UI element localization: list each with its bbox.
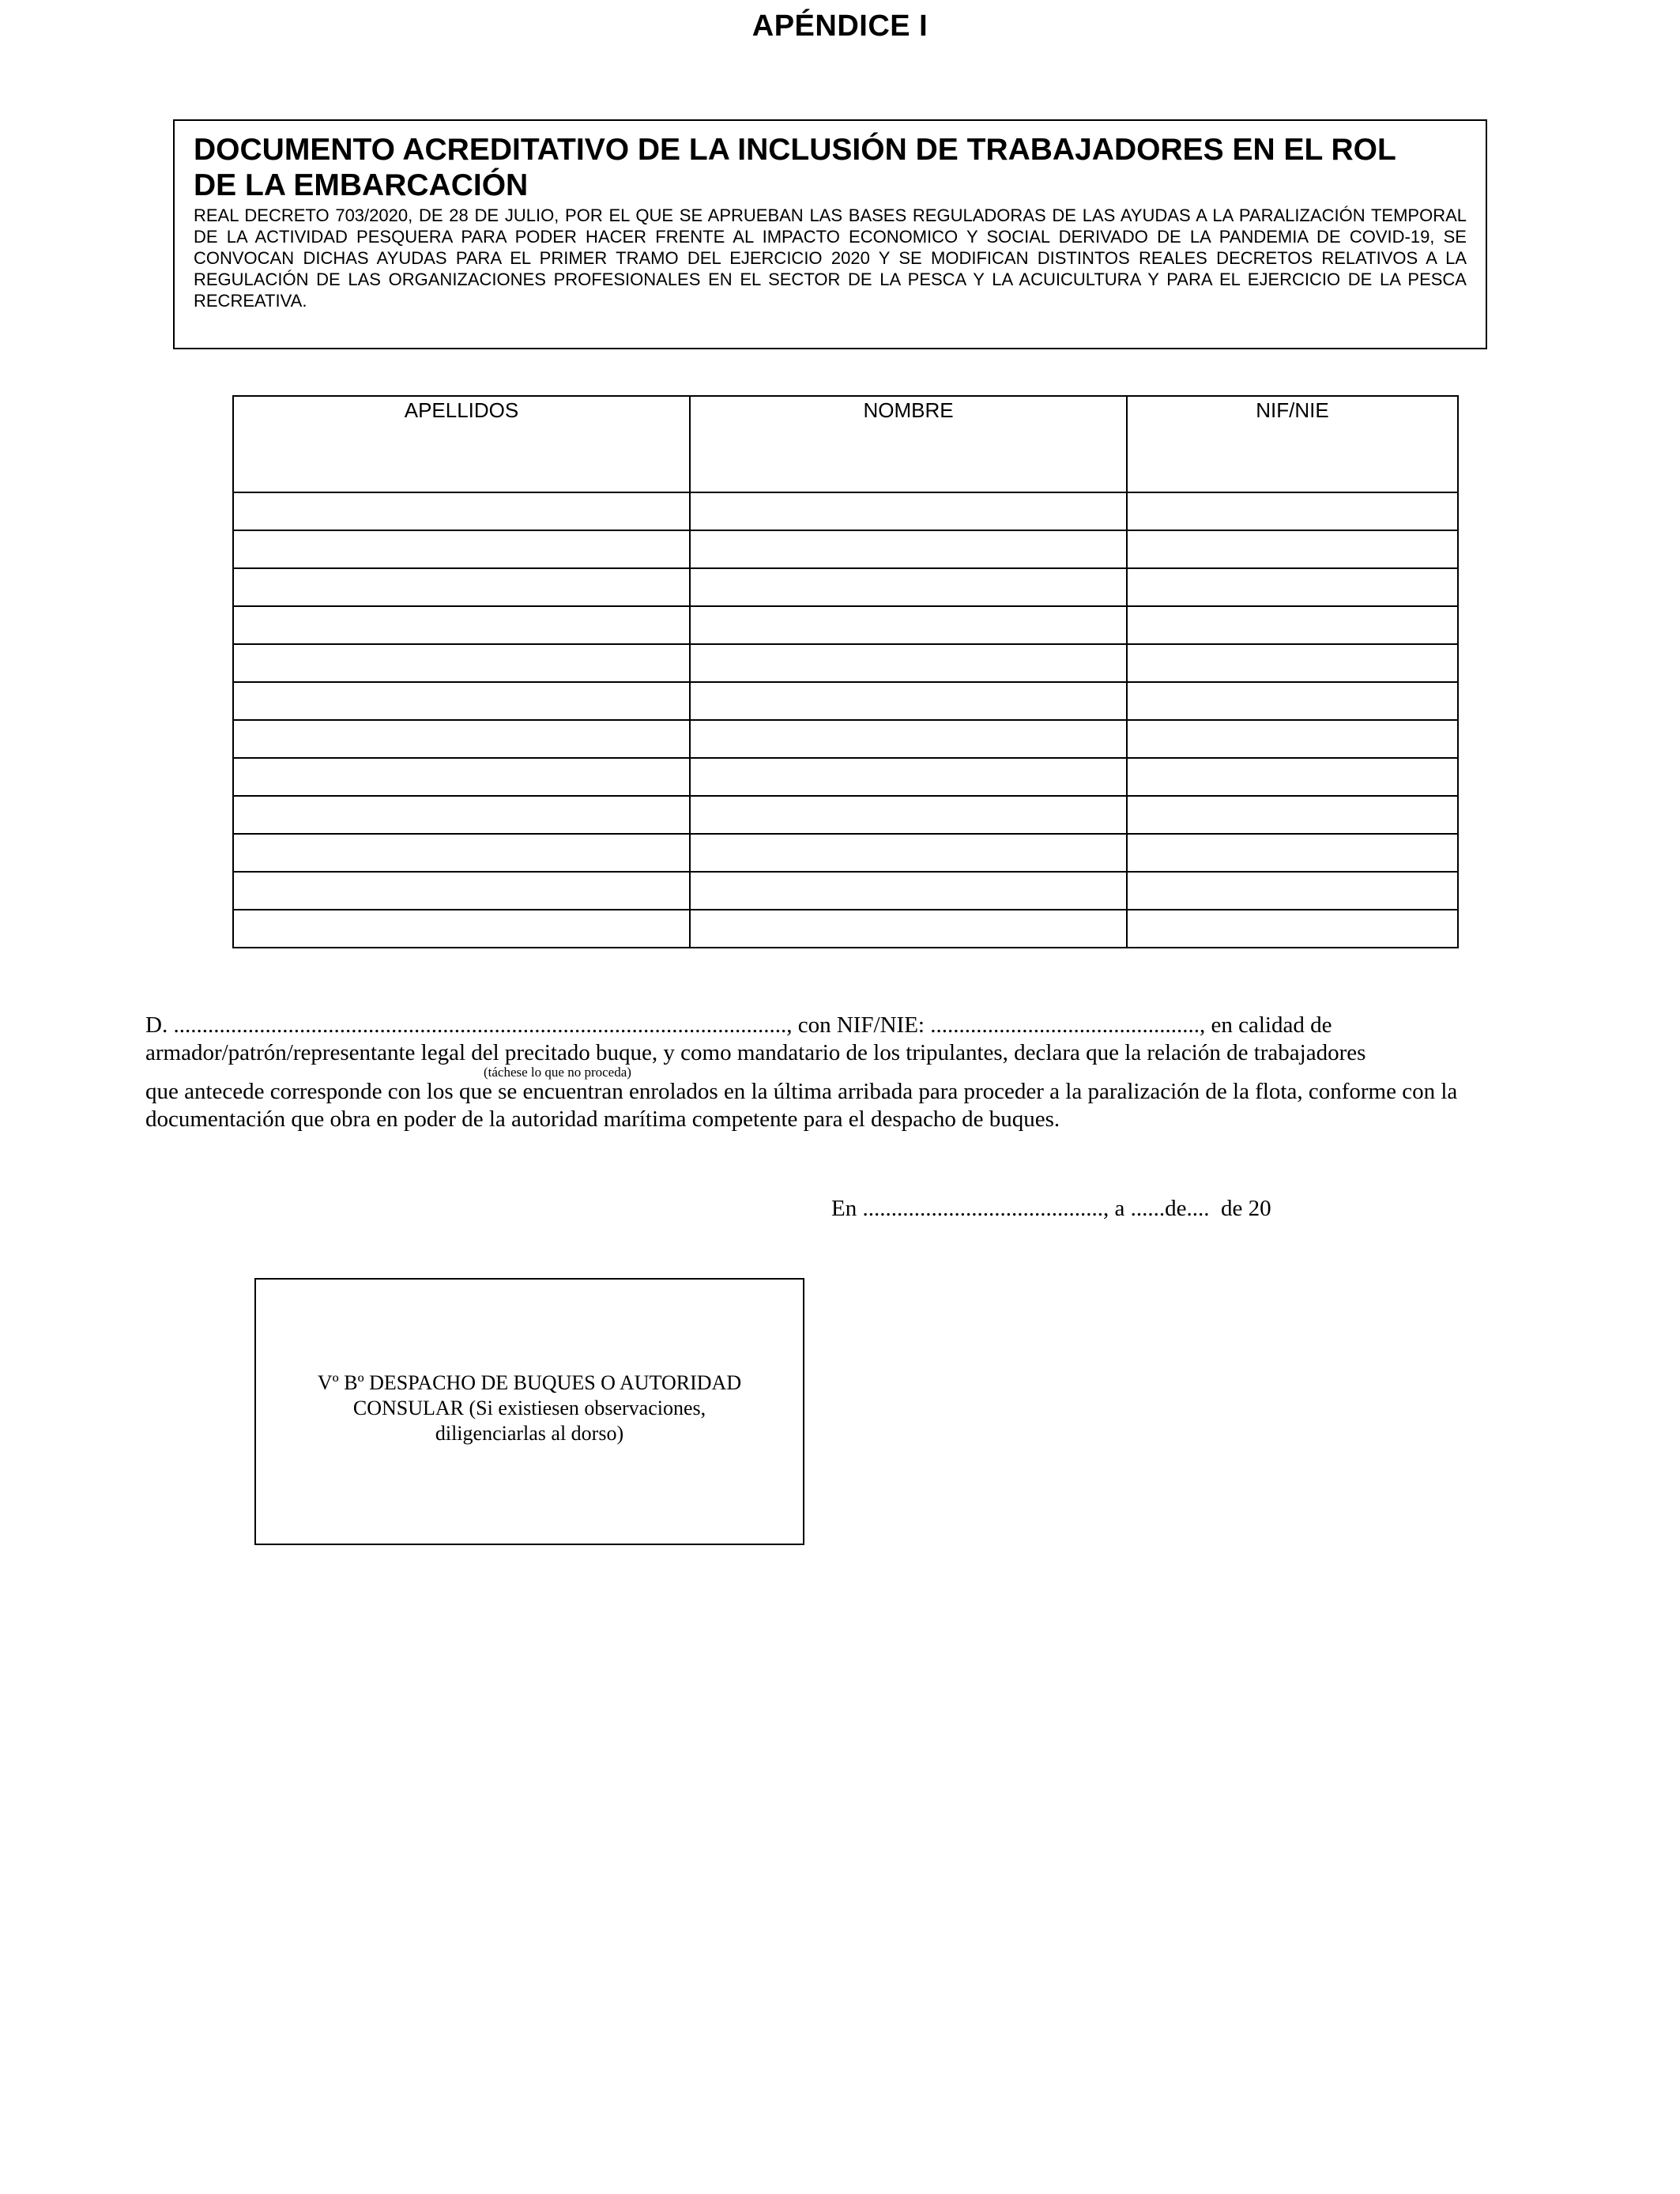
place-date-line: En .........................................., a ......de.... de 20 [831,1196,1271,1221]
cell-apellidos[interactable] [233,530,690,568]
cell-nif-nie[interactable] [1127,720,1458,758]
cell-nif-nie[interactable] [1127,682,1458,720]
visto-bueno-text [256,1370,803,1446]
document-title-line-2: DE LA EMBARCACIÓN [194,168,529,202]
cell-apellidos[interactable] [233,682,690,720]
cell-nif-nie[interactable] [1127,758,1458,796]
cell-apellidos[interactable] [233,492,690,530]
cell-nif-nie[interactable] [1127,796,1458,834]
declaration-line-3: que antecede corresponde con los que se encuentran enrolados en la última arribada para proceder a la paralización de la flota, conforme con la [145,1079,1458,1104]
column-header-apellidos: APELLIDOS [233,396,690,492]
cell-nif-nie[interactable] [1127,872,1458,910]
cell-nombre[interactable] [690,720,1127,758]
cell-nombre[interactable] [690,682,1127,720]
table-row [233,644,1458,682]
table-row [233,530,1458,568]
cell-nombre[interactable] [690,872,1127,910]
cell-nombre[interactable] [690,758,1127,796]
column-header-nombre: NOMBRE [690,396,1127,492]
cell-nombre[interactable] [690,530,1127,568]
cell-nif-nie[interactable] [1127,834,1458,872]
declaration-text [145,1012,1536,1133]
table-row [233,834,1458,872]
cell-nif-nie[interactable] [1127,492,1458,530]
declaration-line-2: armador/patrón/representante legal del precitado buque, y como mandatario de los tripulantes, declara que la relación de trabajadores [145,1040,1366,1065]
document-header-box [173,119,1487,349]
declaration-line-4: documentación que obra en poder de la autoridad marítima competente para el despacho de buques. [145,1106,1060,1132]
table-row [233,606,1458,644]
cell-nif-nie[interactable] [1127,606,1458,644]
table-row [233,872,1458,910]
cell-nombre[interactable] [690,910,1127,948]
cell-nif-nie[interactable] [1127,644,1458,682]
visto-bueno-line-3: diligenciarlas al dorso) [435,1422,624,1445]
declaration-line-1: D. ..........................................................................................................., con NIF/NIE: ..............................................., en calidad de [145,1012,1332,1038]
visto-bueno-line-1: Vº Bº DESPACHO DE BUQUES O AUTORIDAD [317,1371,742,1394]
legal-reference-text: REAL DECRETO 703/2020, DE 28 DE JULIO, POR EL QUE SE APRUEBAN LAS BASES REGULADORAS DE LAS AYUDAS A LA PARALIZACIÓN TEMPORAL DE LA ACTIVIDAD PESQUERA PARA PODER HACER FRENTE AL IMPACTO ECONOMICO Y SOCIAL DERIVADO DE LA PANDEMIA DE COVID-19, SE CONVOCAN DICHAS AYUDAS PARA EL PRIMER TRAMO DEL EJERCICIO 2020 Y SE MODIFICAN DISTINTOS REALES DECRETOS RELATIVOS A LA REGULACIÓN DE LAS ORGANIZACIONES PROFESIONALES EN EL SECTOR DE LA PESCA Y LA ACUICULTURA Y PARA EL EJERCICIO DE LA PESCA RECREATIVA. [194,205,1467,311]
table-row [233,796,1458,834]
column-header-nif-nie: NIF/NIE [1127,396,1458,492]
cell-nombre[interactable] [690,492,1127,530]
strike-note: (táchese lo que no proceda) [484,1065,631,1080]
document-title-line-1: DOCUMENTO ACREDITATIVO DE LA INCLUSIÓN DE TRABAJADORES EN EL ROL [194,133,1396,167]
table-row [233,682,1458,720]
cell-apellidos[interactable] [233,796,690,834]
table-row [233,492,1458,530]
cell-apellidos[interactable] [233,872,690,910]
cell-nif-nie[interactable] [1127,910,1458,948]
table-row [233,720,1458,758]
cell-nombre[interactable] [690,834,1127,872]
cell-nombre[interactable] [690,606,1127,644]
table-row [233,910,1458,948]
cell-nombre[interactable] [690,568,1127,606]
crew-list-table [232,395,1459,948]
cell-nombre[interactable] [690,796,1127,834]
visto-bueno-line-2: CONSULAR (Si existiesen observaciones, [352,1397,706,1419]
cell-nif-nie[interactable] [1127,530,1458,568]
cell-apellidos[interactable] [233,758,690,796]
visto-bueno-box [254,1278,804,1545]
cell-apellidos[interactable] [233,568,690,606]
document-title [194,132,1467,203]
crew-table-body [233,492,1458,948]
cell-apellidos[interactable] [233,910,690,948]
cell-apellidos[interactable] [233,644,690,682]
cell-apellidos[interactable] [233,606,690,644]
table-row [233,758,1458,796]
cell-apellidos[interactable] [233,720,690,758]
cell-apellidos[interactable] [233,834,690,872]
table-header-row [233,396,1458,492]
appendix-title: APÉNDICE I [751,9,929,43]
cell-nif-nie[interactable] [1127,568,1458,606]
table-row [233,568,1458,606]
cell-nombre[interactable] [690,644,1127,682]
